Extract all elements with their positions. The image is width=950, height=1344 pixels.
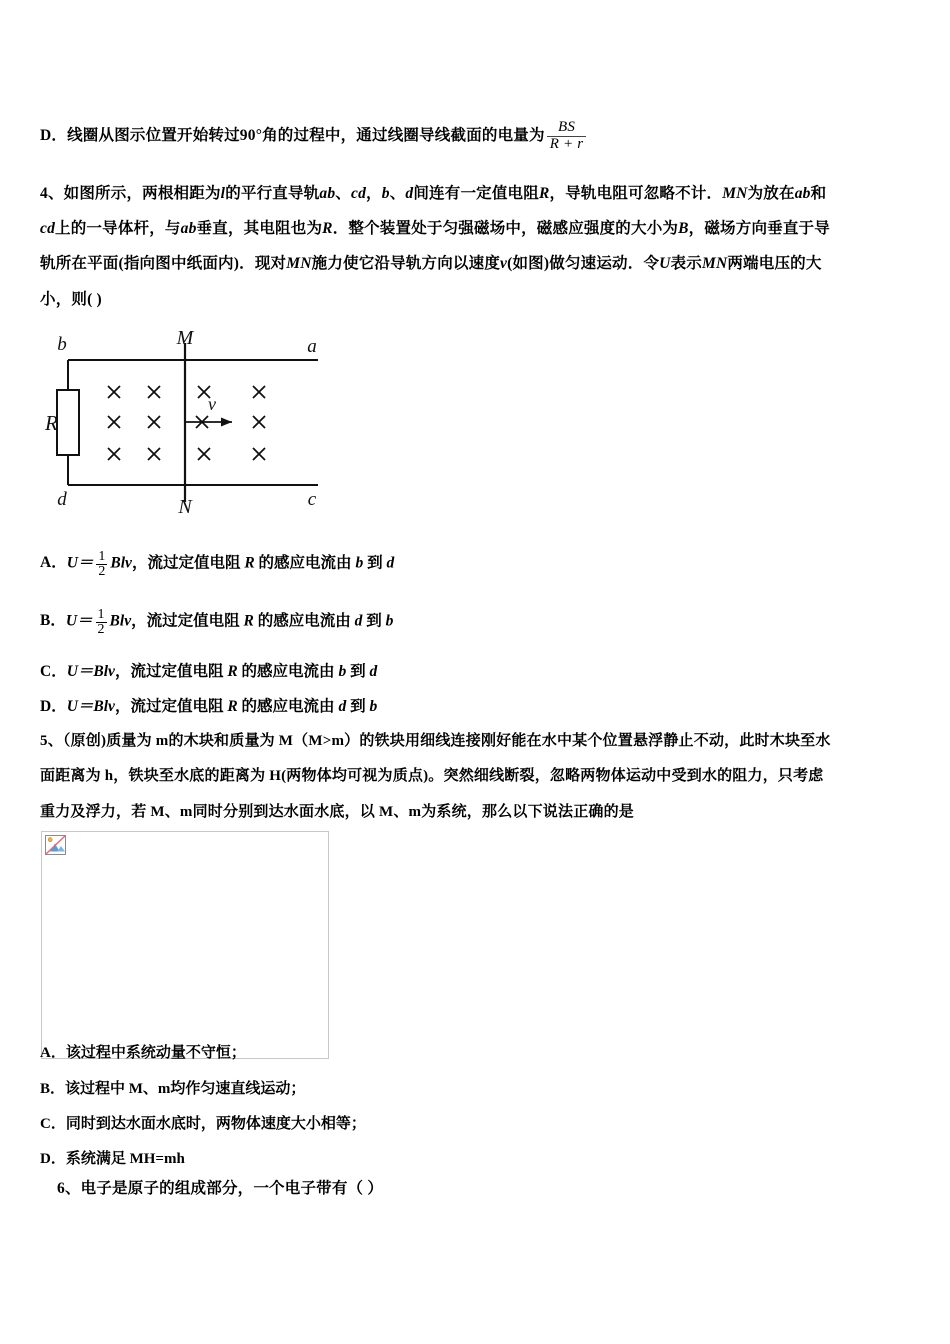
q3-option-d-label: D．: [40, 127, 68, 144]
var-d: d: [405, 185, 414, 202]
q4-stem-line-3: [40, 254, 822, 275]
q4-stem-text-3c: (如图)做匀速运动．令: [507, 255, 660, 272]
q4-option-d-var-R: R: [227, 698, 238, 715]
charge-formula-fraction: [547, 120, 587, 153]
q5-stem-line-2: 面距离为 h，铁块至水底的距离为 H(两物体均可视为质点)。突然细线断裂，忽略两物体运动中受到水的阻力，只考虑: [40, 768, 824, 784]
field-cross: [148, 386, 160, 398]
field-cross: [148, 448, 160, 460]
q5-option-d-text: 系统满足 MH=mh: [65, 1151, 185, 1167]
q5-option-a-text: 该过程中系统动量不守恒；: [65, 1045, 246, 1061]
q4-option-d-var-to: b: [369, 698, 378, 715]
figure-label-M: M: [176, 330, 194, 349]
q4-stem-text-2a: 上的一导体杆，与: [55, 220, 181, 237]
field-cross: [198, 448, 210, 460]
fraction-numerator: 1: [97, 607, 105, 622]
q4-option-a-label: A．: [40, 554, 67, 572]
q4-stem-text-1f: 和: [810, 185, 827, 202]
field-cross: [108, 386, 120, 398]
field-cross: [253, 386, 265, 398]
fraction-numerator: BS: [557, 119, 576, 135]
q4-stem-line-2: [40, 219, 830, 240]
q4-option-d-text-a: ，流过定值电阻: [114, 698, 224, 715]
q4-option-a-rhs: Blv: [110, 554, 132, 572]
q4-option-c-text-a: ，流过定值电阻: [114, 663, 224, 680]
q4-option-b-var-R: R: [243, 612, 254, 630]
q4-option-a-var-from: b: [355, 554, 364, 572]
var-cd-2: cd: [40, 220, 56, 237]
q4-option-d-rhs: Blv: [93, 698, 115, 715]
var-cd-1: cd: [351, 185, 367, 202]
q4-stem-line-4: 小，则( ): [40, 291, 102, 308]
q4-option-a-text-b: 的感应电流由: [258, 554, 352, 572]
q4-option-d-var-from: d: [338, 698, 347, 715]
var-ab-3: ab: [180, 220, 197, 237]
q4-option-a-var-R: R: [244, 554, 255, 572]
field-cross: [108, 416, 120, 428]
q4-option-b-rhs: Blv: [109, 612, 132, 630]
q4-option-b-label: B．: [40, 612, 66, 630]
figure-label-v: v: [208, 394, 216, 414]
q4-circuit-diagram: [40, 330, 340, 515]
var-MN-1: MN: [722, 185, 748, 202]
q4-option-a-text-a: ，流过定值电阻: [131, 554, 241, 572]
q6-number: 6、: [57, 1180, 81, 1197]
var-B: B: [678, 220, 689, 237]
var-ab-2: ab: [794, 185, 811, 202]
q5-option-a-label: A．: [40, 1045, 66, 1061]
q4-option-b-text-c: 到: [366, 612, 382, 630]
q4-stem-text-3e: 两端电压的大: [727, 255, 822, 272]
q4-number: 4、: [40, 185, 64, 202]
q4-option-a[interactable]: [40, 550, 394, 579]
q6-stem: [57, 1179, 383, 1200]
q4-option-b-lhs: U＝: [65, 612, 93, 630]
q4-stem-text-3a: 轨所在平面(指向图中纸面内)．现对: [40, 255, 287, 272]
q4-option-d-label: D．: [40, 698, 67, 715]
q4-option-b[interactable]: [40, 608, 393, 637]
q3-option-d: [40, 120, 588, 153]
q5-option-c-text: 同时到达水面水底时，两物体速度大小相等；: [65, 1116, 366, 1132]
q4-option-c-lhs: U＝: [66, 663, 94, 680]
var-l: l: [220, 185, 226, 202]
fraction-denominator: 2: [97, 622, 105, 637]
q4-stem-text-1c: 间连有一定值电阻: [413, 185, 539, 202]
q4-option-b-fraction: [96, 608, 107, 637]
var-v: v: [500, 255, 508, 272]
q4-option-b-var-to: b: [385, 612, 394, 630]
field-cross: [108, 448, 120, 460]
q5-option-b[interactable]: [40, 1077, 305, 1098]
q5-number: 5、: [40, 733, 63, 749]
magnetic-field-crosses: [108, 386, 265, 460]
q4-stem-text-1b: 的平行直导轨: [225, 185, 320, 202]
q4-stem-text-1d: ，导轨电阻可忽略不计．: [549, 185, 723, 202]
q4-option-c-text-b: 的感应电流由: [241, 663, 335, 680]
figure-label-a: a: [307, 336, 317, 357]
q4-option-d-text-b: 的感应电流由: [241, 698, 335, 715]
q4-stem-text-3b: 施力使它沿导轨方向以速度: [311, 255, 501, 272]
q5-option-b-label: B．: [40, 1081, 66, 1097]
q6-stem-text: 电子是原子的组成部分，一个电子带有（ ）: [80, 1180, 384, 1197]
q4-stem-text-2c: ．整个装置处于匀强磁场中，磁感应强度的大小为: [332, 220, 679, 237]
q5-stem-line-1: [40, 731, 831, 751]
figure-label-b: b: [57, 334, 67, 355]
figure-label-N: N: [178, 496, 192, 515]
q4-option-c-label: C．: [40, 663, 67, 680]
q4-option-d-lhs: U＝: [66, 698, 94, 715]
velocity-arrow-head: [221, 418, 232, 427]
fraction-denominator: R + r: [547, 136, 587, 153]
figure-label-c: c: [307, 489, 317, 510]
q4-option-d-text-c: 到: [350, 698, 366, 715]
var-R-2: R: [322, 220, 333, 237]
q5-option-c-label: C．: [40, 1116, 66, 1132]
q4-option-c[interactable]: [40, 659, 377, 681]
q5-option-c[interactable]: [40, 1112, 366, 1133]
q5-option-d-label: D．: [40, 1151, 66, 1167]
q5-stem-text-1: （原创)质量为 m的木块和质量为 M（M>m）的铁块用细线连接刚好能在水中某个位置悬浮静止不动，此时木块至水: [62, 733, 831, 749]
q4-option-b-var-from: d: [354, 612, 363, 630]
figure-label-d: d: [57, 489, 67, 510]
q4-stem-text-3d: 表示: [670, 255, 702, 272]
q4-stem-line-1: [40, 184, 826, 205]
q4-sep-3: 、: [389, 185, 406, 202]
q4-stem-text-1a: 如图所示，两根相距为: [63, 185, 221, 202]
q4-stem-text-2d: ，磁场方向垂直于导: [688, 220, 830, 237]
figure-label-R: R: [45, 411, 58, 435]
q4-option-c-var-R: R: [227, 663, 238, 680]
field-cross: [148, 416, 160, 428]
var-ab-1: ab: [319, 185, 336, 202]
q4-sep-1: 、: [335, 185, 351, 202]
fraction-denominator: 2: [98, 564, 106, 579]
q4-stem-text-2b: 垂直，其电阻也为: [196, 220, 323, 237]
fraction-numerator: 1: [98, 549, 106, 564]
var-U: U: [659, 255, 671, 272]
q4-sep-2: ，: [366, 185, 382, 202]
q5-option-d[interactable]: [40, 1147, 185, 1168]
q4-option-a-var-to: d: [386, 554, 395, 572]
q4-option-c-rhs: Blv: [93, 663, 115, 680]
q4-option-c-var-from: b: [338, 663, 347, 680]
q4-option-b-text-a: ，流过定值电阻: [131, 612, 240, 630]
q5-option-b-text: 该过程中 M、m均作匀速直线运动；: [65, 1081, 306, 1097]
q3-option-d-text: 线圈从图示位置开始转过90°角的过程中，通过线圈导线截面的电量为: [67, 127, 545, 144]
q5-stem-line-3: 重力及浮力，若 M、m同时分别到达水面水底，以 M、m为系统，那么以下说法正确的是: [40, 804, 635, 820]
q4-stem-text-1e: 为放在: [747, 185, 795, 202]
var-R-1: R: [538, 185, 550, 202]
q4-option-a-lhs: U＝: [66, 554, 94, 572]
q4-option-a-text-c: 到: [367, 554, 383, 572]
q4-option-c-text-c: 到: [350, 663, 366, 680]
q4-option-a-fraction: [96, 550, 107, 579]
field-cross: [253, 416, 265, 428]
resistor-R: [57, 390, 79, 455]
q4-option-c-var-to: d: [369, 663, 378, 680]
q5-image-placeholder: [41, 831, 329, 1059]
q4-option-d[interactable]: [40, 694, 377, 716]
var-MN-3: MN: [701, 255, 728, 272]
q4-option-b-text-b: 的感应电流由: [257, 612, 351, 630]
broken-image-icon: [45, 835, 66, 855]
q5-option-a[interactable]: [40, 1041, 246, 1062]
var-MN-2: MN: [286, 255, 312, 272]
field-cross: [253, 448, 265, 460]
var-b: b: [381, 185, 390, 202]
